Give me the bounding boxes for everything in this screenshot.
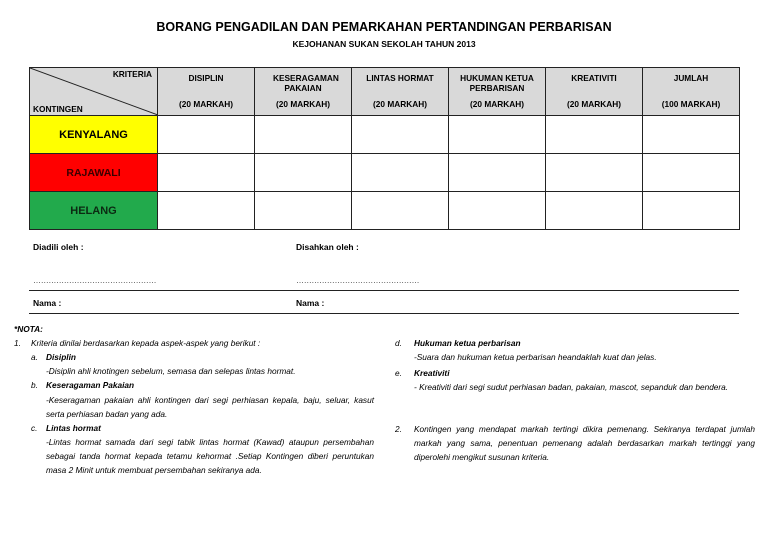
note-b-desc: -Keseragaman pakaian ahli kontingen dari segi perhiasan kepala, baju, seluar, kasut serta perhiasan badan yang ada. [46,395,374,419]
note-e-letter: e. [395,368,402,378]
note-e-title: Kreativiti [414,368,450,378]
approver-signature-line: ………………………………………… [296,276,420,285]
column-header-keseragaman-pakaian [255,68,352,116]
note-c-title: Lintas hormat [46,423,101,433]
column-marks: (20 MARKAH) [179,99,233,109]
column-header-jumlah [643,68,740,116]
column-marks: (100 MARKAH) [661,99,721,109]
score-cell[interactable] [352,192,449,230]
note-1-number: 1. [14,338,21,348]
note-2-number: 2. [395,424,402,434]
score-cell[interactable] [449,154,546,192]
column-name: KREATIVITI [571,73,617,83]
score-cell[interactable] [158,116,255,154]
column-name: KESERAGAMAN PAKAIAN [273,73,339,93]
scoring-table [29,67,740,230]
team-name-kenyalang: KENYALANG [30,116,158,154]
corner-kontingen-label: KONTINGEN [33,104,83,114]
approved-by-label: Disahkan oleh : [296,242,359,252]
divider [29,290,739,291]
column-marks: (20 MARKAH) [373,99,427,109]
note-c-desc: -Lintas hormat samada dari segi tabik lintas hormat (Kawad) ataupun persembahan sebagai tanda hormat kepada tetamu kehormat .Setiap Kontingen diberi peruntukan masa 2 Minit untuk membuat persembahan sekiranya ada. [46,437,374,475]
column-marks: (20 MARKAH) [276,99,330,109]
note-2-text: Kontingen yang mendapat markah tertingi dikira pemenang. Sekiranya terdapat jumlah markah yang sama, penentuan pemenang adalah berdasarkan markah tertinggi yang diperolehi mengikut susunan kriteria. [414,424,755,462]
table-row-helang [30,192,740,230]
divider [29,313,739,314]
column-header-kreativiti [546,68,643,116]
team-name-helang: HELANG [30,192,158,230]
score-cell[interactable] [255,116,352,154]
note-a-desc: -Disiplin ahli knotingen sebelum, semasa dan selepas lintas hormat. [46,366,296,376]
team-name-rajawali: RAJAWALI [30,154,158,192]
judge-signature-line: ………………………………………… [33,276,157,285]
table-row-rajawali [30,154,740,192]
note-d-letter: d. [395,338,402,348]
score-cell[interactable] [546,192,643,230]
note-a-title: Disiplin [46,352,76,362]
score-cell[interactable] [643,116,740,154]
score-cell[interactable] [449,116,546,154]
notes-heading: *NOTA: [14,324,43,334]
score-cell[interactable] [643,192,740,230]
column-name: DISIPLIN [188,73,224,83]
note-c-letter: c. [31,423,38,433]
column-name: JUMLAH [673,73,709,83]
column-marks: (20 MARKAH) [567,99,621,109]
score-cell[interactable] [449,192,546,230]
note-d-title: Hukuman ketua perbarisan [414,338,521,348]
score-cell[interactable] [546,154,643,192]
note-a-letter: a. [31,352,38,362]
column-header-disiplin [158,68,255,116]
page-title: BORANG PENGADILAN DAN PEMARKAHAN PERTANDINGAN PERBARISAN [156,20,612,34]
page-subtitle: KEJOHANAN SUKAN SEKOLAH TAHUN 2013 [292,39,476,49]
column-header-hukuman-ketua-perbarisan [449,68,546,116]
score-cell[interactable] [255,154,352,192]
approver-name-label: Nama : [296,298,325,308]
note-1-text: Kriteria dinilai berdasarkan kepada aspek-aspek yang berikut : [31,338,261,348]
score-cell[interactable] [352,154,449,192]
judge-name-label: Nama : [33,298,62,308]
score-cell[interactable] [158,154,255,192]
score-cell[interactable] [643,154,740,192]
score-cell[interactable] [352,116,449,154]
note-e-desc: - Kreativiti dari segi sudut perhiasan badan, pakaian, mascot, sepanduk dan bendera. [414,382,729,392]
column-header-lintas-hormat [352,68,449,116]
corner-kriteria-label: KRITERIA [112,69,152,79]
column-name: LINTAS HORMAT [366,73,434,83]
judged-by-label: Diadili oleh : [33,242,84,252]
note-b-letter: b. [31,380,38,390]
score-cell[interactable] [546,116,643,154]
table-corner-header [30,68,158,116]
column-name: HUKUMAN KETUA PERBARISAN [460,73,534,93]
note-d-desc: -Suara dan hukuman ketua perbarisan heandaklah kuat dan jelas. [414,352,657,362]
column-marks: (20 MARKAH) [470,99,524,109]
note-b-title: Keseragaman Pakaian [46,380,135,390]
table-row-kenyalang [30,116,740,154]
score-cell[interactable] [255,192,352,230]
score-cell[interactable] [158,192,255,230]
